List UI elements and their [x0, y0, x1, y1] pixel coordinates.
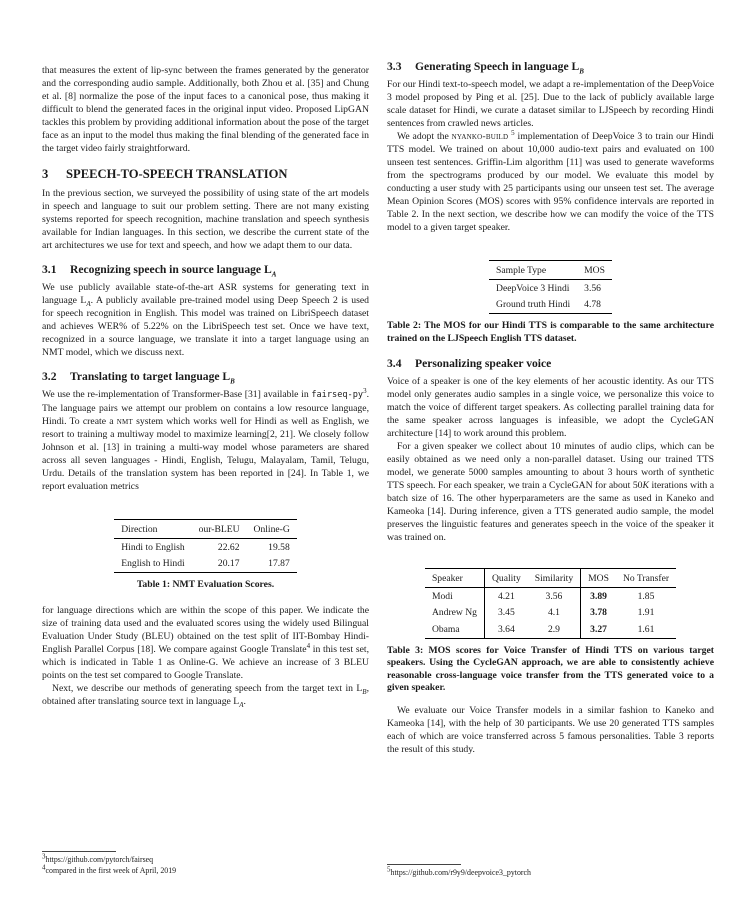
table-row — [425, 588, 676, 605]
left-column — [42, 64, 369, 708]
section-heading-3-1 — [42, 263, 369, 279]
table-cell: Hindi to English — [121, 541, 185, 553]
table-row — [425, 621, 676, 638]
column-header: MOS — [581, 569, 616, 588]
section-number: 3.1 — [42, 263, 57, 276]
paragraph-cyclegan: For a given speaker we collect about 10 minutes of audio clips, which can be easily obtained as we need only a non-parallel dataset. Using our trained TTS model, we generate 5000 samples amounting to about 3 hours worth of synthetic TTS speech. For each speaker, we train a CycleGAN for about 50K iterations with a batch size of 16. The other hyperparameters are the same as used in Kaneko and Kameoka [14]. During inference, given a TTS generated audio sample, the model preserves the linguistic features and generates speech in the voice of the speaker it was trained on. — [387, 441, 714, 543]
paragraph-voice-eval: We evaluate our Voice Transfer models in a similar fashion to Kaneko and Kameoka [14], with the help of 30 participants. We use 20 generated TTS samples each of which are voice transferred across 5 famous personalities. Table 3 reports the result of this study. — [387, 705, 714, 756]
table-cell: 22.62 — [217, 541, 240, 553]
table-cell: Andrew Ng — [431, 607, 477, 619]
paragraph-section3-intro: In the previous section, we surveyed the possibility of using state of the art models in speech and language to suit our problem setting. There are not many existing systems reported for speech recognition, machine translation and speech synthesis available for Indian languages. In this section, we describe the current state of the art architectures we use for text and speech, and how we adapt them to our data. — [42, 188, 369, 251]
table-cell: 17.87 — [268, 558, 290, 570]
column-header: Online-G — [247, 520, 297, 539]
table-cell: 1.85 — [637, 590, 655, 602]
table-row — [114, 539, 297, 556]
table-cell: 3.27 — [581, 621, 616, 638]
column-header: Quality — [484, 569, 527, 588]
footnote: $^3$https://github.com/pytorch/fairseq — [42, 852, 154, 864]
column-header: Similarity — [528, 569, 581, 588]
table-1-block — [42, 519, 369, 592]
left-footnotes — [42, 851, 369, 876]
table-cell: 1.91 — [637, 607, 655, 619]
footnote: $^4$compared in the first week of April, 2019 — [42, 862, 177, 875]
table-cell: 3.56 — [584, 282, 601, 294]
section-heading-3-3 — [387, 60, 714, 76]
table-cell: 3.45 — [484, 605, 527, 622]
section-title: Generating Speech in language $L_B$ — [415, 60, 584, 76]
table-cell: 1.61 — [637, 623, 655, 635]
table-row — [114, 556, 297, 573]
table-3-caption: Table 3: MOS scores for Voice Transfer of Hindi TTS on various target speakers. Using the CycleGAN approach, we are able to consistently achieve reasonable cross-language voice transfer from the TTS generated voice to a given speaker. — [387, 644, 714, 693]
table-cell: 4.21 — [484, 588, 527, 605]
paragraph-asr: We use publicly available state-of-the-art ASR systems for generating text in language $L_A$. A publicly available pre-trained model using Deep Speech 2 is used for speech recognition in English. This model was trained on LibriSpeech dataset and achieves WER% of 5.22% on the LibriSpeech test set. Once we have text, recognized in a source language, we translate it into a target language using an NMT model, which we discuss next. — [42, 282, 370, 358]
table-cell: 3.56 — [545, 590, 563, 602]
table-header-row — [489, 261, 612, 280]
section-number: 3 — [42, 167, 49, 181]
paragraph-lipgan: that measures the extent of lip-sync between the frames generated by the generator and the corresponding audio sample. Additionally, both Zhou et al. [35] and Chung et al. [8] normalize the pose of the input faces to a canonical pose, thus making it difficult to blend the generated faces in the original input video. Proposed LipGAN tackles this problem by providing additional information about the pose of the target face as an input to the model thus making the final blending of the generated face in the target video fairly straightforward. — [42, 65, 369, 154]
section-heading-3-2 — [42, 370, 369, 386]
column-header: our-BLEU — [192, 520, 247, 539]
table-cell: 4.78 — [584, 299, 601, 311]
table-3-block — [387, 568, 714, 694]
right-footnotes — [387, 864, 714, 879]
column-header: MOS — [577, 261, 612, 280]
column-header: Speaker — [425, 569, 485, 588]
table-1-caption: Table 1: NMT Evaluation Scores. — [136, 579, 275, 591]
table-1 — [114, 519, 297, 573]
table-2-caption: Table 2: The MOS for our Hindi TTS is comparable to the same architecture trained on the LJSpeech English TTS dataset. — [387, 320, 714, 344]
table-cell: Obama — [431, 623, 460, 635]
section-heading-3-4 — [387, 357, 714, 370]
table-cell: English to Hindi — [121, 558, 185, 570]
table-cell: 3.89 — [581, 588, 616, 605]
table-cell: Modi — [431, 590, 453, 602]
footnote: $^5$https://github.com/r9y9/deepvoice3_pytorch — [387, 865, 531, 877]
table-3 — [425, 568, 676, 639]
paragraph-tts-training: We adopt the nyanko-build $^5$ implementation of DeepVoice 3 to train our Hindi TTS model. We trained on about 10,000 audio-text pairs and evaluated on 100 unseen test sentences. Griffin-Lim algorithm [11] was used to generate waveforms from the spectrograms produced by our model. We evaluate this model by conducting a user study with 25 participants using our unseen test set. The average Mean Opinion Scores (MOS) scores with 95% confidence intervals are reported in Table 2. In the next section, we describe how we can modify the voice of the TTS model to a given target speaker. — [387, 128, 714, 233]
table-cell: 2.9 — [547, 623, 560, 635]
footnote-rule — [387, 864, 461, 865]
paragraph-voice-intro: Voice of a speaker is one of the key elements of her acoustic identity. As our TTS model only generates audio samples in a single voice, we personalize this voice to match the voice of different target speakers. As collecting parallel training data for the same speaker across languages is infeasible, we adopt the CycleGAN architecture [14] to work around this problem. — [387, 376, 714, 439]
paragraph-nmt: We use the re-implementation of Transformer-Base [31] available in fairseq-$py^3$. The language pairs we attempt our problem on contains a low resource language, Hindi. To create a nmt system which works well for Hindi as well as English, we resort to training a multiway model to maximize learning[2, 21]. We closely follow Johnson et al. [13] in training a multi-way model whose parameters are shared across all seven languages - Hindi, English, Telugu, Malayalam, Tamil, Telugu, Urdu. Details of the translation system has been reported in [24]. In Table 1, we report evaluation metrics — [42, 386, 369, 492]
table-row — [489, 280, 612, 297]
table-cell: 20.17 — [217, 558, 240, 570]
table-header-row — [425, 569, 676, 588]
column-header: Direction — [114, 520, 191, 539]
table-header-row — [114, 520, 297, 539]
section-number: 3.2 — [42, 370, 57, 383]
table-cell: DeepVoice 3 Hindi — [496, 282, 570, 294]
table-cell: 19.58 — [268, 541, 290, 553]
column-header: Sample Type — [489, 261, 577, 280]
table-row — [489, 297, 612, 314]
table-cell: 3.78 — [581, 605, 616, 622]
paragraph-next: Next, we describe our methods of generating speech from the target text in $L_B$, obtained after translating source text in language $L_A$. — [42, 682, 369, 709]
table-2-block — [387, 260, 714, 345]
section-heading-3 — [42, 167, 369, 181]
section-number: 3.4 — [387, 357, 402, 370]
column-header: No Transfer — [616, 569, 676, 588]
footnote-rule — [42, 851, 116, 852]
section-title: Recognizing speech in source language $L_A$ — [70, 263, 277, 279]
section-title: Personalizing speaker voice — [415, 357, 552, 370]
table-cell: Ground truth Hindi — [496, 299, 571, 311]
paragraph-tts-intro: For our Hindi text-to-speech model, we adapt a re-implementation of the DeepVoice 3 model proposed by Ping et al. [25]. Due to the lack of publicly available large scale dataset for Hindi, we curate a dataset similar to LJSpeech by recording Hindi sentences from crawled news articles. — [387, 79, 714, 129]
right-column — [387, 60, 714, 756]
table-cell: 3.64 — [484, 621, 527, 638]
table-cell: 4.1 — [547, 607, 560, 619]
section-title: Translating to target language $L_B$ — [70, 370, 235, 386]
section-title: SPEECH-TO-SPEECH TRANSLATION — [66, 167, 288, 181]
table-2 — [489, 260, 612, 314]
section-number: 3.3 — [387, 60, 402, 73]
paragraph-bleu: for language directions which are within the scope of this paper. We indicate the size of training data used and the evaluated scores using the widely used Bilingual Evaluation Under Study (BLEU) obtained on the test split of IIT-Bombay Hindi-English Parallel Corpus [18]. We compare against Google Translate$^4$ in this test set, which is indicated in Table 1 as Online-G. We achieve an increase of 3 BLEU points on the test set compared to Google Translate. — [42, 604, 370, 681]
table-row — [425, 605, 676, 622]
